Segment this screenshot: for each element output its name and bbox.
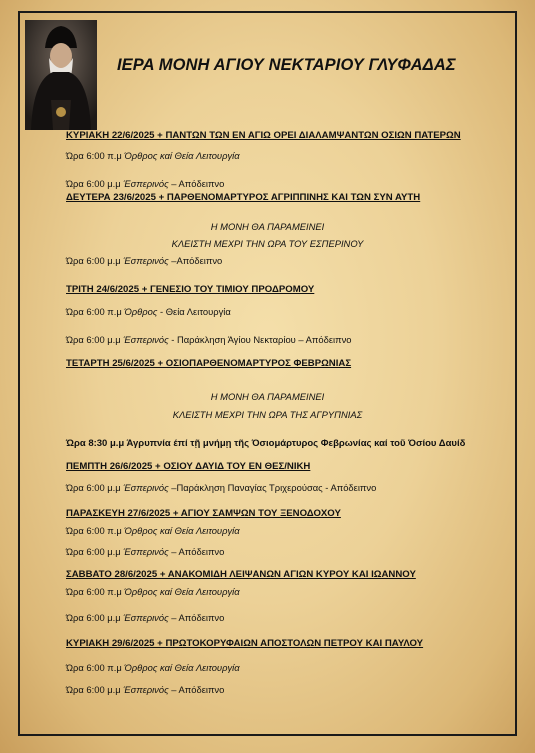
- saint-portrait: [25, 20, 97, 130]
- day-heading: ΚΥΡΙΑΚΗ 29/6/2025 + ΠΡΩΤΟΚΟΡΥΦΑΙΩΝ ΑΠΟΣΤΟΛΩΝ ΠΕΤΡΟΥ ΚΑΙ ΠΑΥΛΟΥ: [66, 638, 424, 649]
- service-line: [66, 178, 224, 189]
- day-heading: ΠΑΡΑΣΚΕΥΗ 27/6/2025 + ΑΓΙΟΥ ΣΑΜΨΩΝ ΤΟΥ ΞΕΝΟΔΟΧΟΥ: [66, 508, 341, 519]
- service-time: Ώρα 6:00 π.μ: [66, 150, 122, 161]
- service-name: Όρθρος: [121, 306, 158, 317]
- service-name: Όρθρος καί Θεία Λειτουργία: [121, 525, 240, 536]
- service-name: Έσπερινός: [120, 612, 169, 623]
- service-detail: - Παράκληση Άγίου Νεκταρίου – Απόδειπνο: [168, 334, 352, 345]
- service-detail: - Θεία Λειτουργία: [157, 306, 231, 317]
- service-line: [66, 255, 222, 266]
- service-name: Όρθρος καί Θεία Λειτουργία: [121, 586, 240, 597]
- service-detail: – Απόδειπνο: [168, 178, 225, 189]
- service-detail: – Απόδειπνο: [168, 684, 225, 695]
- service-line: [66, 150, 240, 161]
- notice-line: ΚΛΕΙΣΤΗ ΜΕΧΡΙ ΤΗΝ ΩΡΑ ΤΟΥ ΕΣΠΕΡΙΝΟΥ: [171, 238, 364, 249]
- service-name: Έσπερινός: [120, 684, 169, 695]
- service-line: [66, 662, 240, 673]
- service-name: Έσπερινός: [120, 334, 169, 345]
- service-time: Ώρα 6:00 μ.μ: [66, 255, 121, 266]
- service-line: [66, 546, 224, 557]
- service-time: Ώρα 6:00 μ.μ: [66, 546, 121, 557]
- service-line: [66, 586, 240, 597]
- day-heading: ΚΥΡΙΑΚΗ 22/6/2025 + ΠΑΝΤΩΝ ΤΩΝ ΕΝ ΑΓΙΩ ΟΡΕΙ ΔΙΑΛΑΜΨΑΝΤΩΝ ΟΣΙΩΝ ΠΑΤΕΡΩΝ: [66, 130, 461, 141]
- notice-line: Η ΜΟΝΗ ΘΑ ΠΑΡΑΜΕΙΝΕΙ: [210, 391, 325, 402]
- service-time: Ώρα 6:00 π.μ: [66, 525, 122, 536]
- service-name: Έσπερινός: [120, 482, 169, 493]
- notice-line: Η ΜΟΝΗ ΘΑ ΠΑΡΑΜΕΙΝΕΙ: [210, 221, 325, 232]
- day-heading: ΔΕΥΤΕΡΑ 23/6/2025 + ΠΑΡΘΕΝΟΜΑΡΤΥΡΟΣ ΑΓΡΙΠΠΙΝΗΣ ΚΑΙ ΤΩΝ ΣΥΝ ΑΥΤΗ: [66, 192, 421, 203]
- service-detail: – Απόδειπνο: [168, 612, 225, 623]
- service-name: Έσπερινός: [120, 546, 169, 557]
- service-name: Έσπερινός: [120, 178, 169, 189]
- service-line: [66, 684, 224, 695]
- service-detail: –Παράκληση Παναγίας Τριχερούσας - Απόδειπνο: [168, 482, 377, 493]
- service-line: [66, 334, 351, 345]
- day-heading: ΣΑΒΒΑΤΟ 28/6/2025 + ΑΝΑΚΟΜΙΔΗ ΛΕΙΨΑΝΩΝ ΑΓΙΩΝ ΚΥΡΟΥ ΚΑΙ ΙΩΑΝΝΟΥ: [66, 569, 416, 580]
- service-time: Ώρα 6:00 μ.μ: [66, 334, 121, 345]
- page-title: ΙΕΡΑ ΜΟΝΗ ΑΓΙΟΥ ΝΕΚΤΑΡΙΟΥ ΓΛΥΦΑΔΑΣ: [117, 56, 456, 74]
- service-name: Έσπερινός: [120, 255, 169, 266]
- service-detail: –Απόδειπνο: [168, 255, 223, 266]
- service-time: Ώρα 6:00 μ.μ: [66, 482, 121, 493]
- service-time: Ώρα 6:00 π.μ: [66, 586, 122, 597]
- day-heading: ΤΕΤΑΡΤΗ 25/6/2025 + ΟΣΙΟΠΑΡΘΕΝΟΜΑΡΤΥΡΟΣ ΦΕΒΡΩΝΙΑΣ: [66, 358, 352, 369]
- service-time: Ώρα 6:00 μ.μ: [66, 684, 121, 695]
- notice-line: ΚΛΕΙΣΤΗ ΜΕΧΡΙ ΤΗΝ ΩΡΑ ΤΗΣ ΑΓΡΥΠΝΙΑΣ: [172, 409, 363, 420]
- service-detail: – Απόδειπνο: [168, 546, 225, 557]
- service-line: [66, 482, 376, 493]
- service-line: [66, 612, 224, 623]
- service-name: Όρθρος καί Θεία Λειτουργία: [121, 150, 240, 161]
- service-name: Όρθρος καί Θεία Λειτουργία: [121, 662, 240, 673]
- service-time: Ώρα 6:00 π.μ: [66, 662, 122, 673]
- service-line: [66, 306, 231, 317]
- service-time: Ώρα 6:00 μ.μ: [66, 178, 121, 189]
- service-line: [66, 525, 240, 536]
- service-time: Ώρα 6:00 π.μ: [66, 306, 122, 317]
- day-heading: ΤΡΙΤΗ 24/6/2025 + ΓΕΝΕΣΙΟ ΤΟΥ ΤΙΜΙΟΥ ΠΡΟΔΡΟΜΟΥ: [66, 284, 315, 295]
- day-heading: ΠΕΜΠΤΗ 26/6/2025 + ΟΣΙΟΥ ΔΑΥΙΔ ΤΟΥ ΕΝ ΘΕΣ/ΝΙΚΗ: [66, 461, 311, 472]
- service-time: Ώρα 6:00 μ.μ: [66, 612, 121, 623]
- vigil-line: Ώρα 8:30 μ.μ Άγρυπνία έπί τῇ μνήμῃ τῆς Όσιομάρτυρος Φεβρωνίας καί τοῦ Όσίου Δαυίδ: [66, 438, 466, 449]
